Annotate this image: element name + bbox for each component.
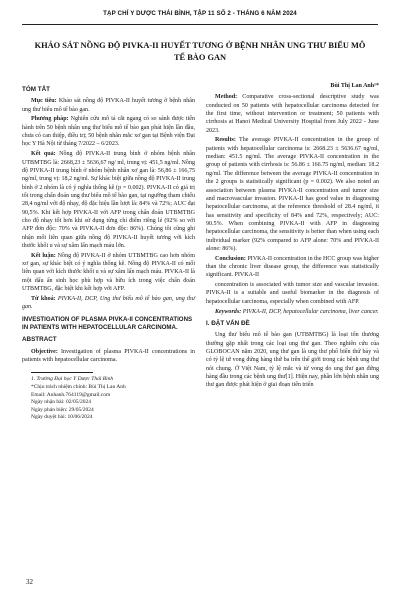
- en-conclusion-cont: concentration is associated with tumor size and vascular invasion. PIVKA-II is a suitable and useful biomarker in the diagnosis of hepatocellular carcinoma, especially when combined with AFP.: [206, 282, 379, 305]
- vn-objective: [22, 97, 195, 114]
- header-rule: [22, 24, 378, 25]
- vn-results: [22, 150, 195, 250]
- right-column: [206, 82, 379, 391]
- footnote-reviewed: Ngày phản biện: 29/05/2024: [31, 406, 94, 413]
- en-conclusion-label: Conclusion:: [215, 255, 246, 262]
- footnote-email: Email: Anhanh.764119@gmail.com: [31, 391, 111, 398]
- footnote-received: Ngày nhận bài: 02/05/2024: [31, 399, 92, 406]
- author: Bùi Thị Lan Anh¹*: [330, 83, 379, 89]
- en-keywords-label: Keywords:: [215, 308, 242, 315]
- footnotes: [22, 376, 195, 422]
- vn-abstract-heading: TÓM TẮT: [22, 86, 50, 93]
- en-results: [206, 136, 379, 253]
- en-method: [206, 93, 379, 135]
- vn-method-text: Nghiên cứu mô tả cắt ngang có so sánh được tiến hành trên 50 bệnh nhân ung thư biểu mô tế bào gan phát hiện lần đầu, chưa có can thiệp, điều trị; 50 bệnh nhân mắc xơ gan tại Bệnh viện Đại học Y Hà Nội từ tháng 7/2022 – 6/2023.: [22, 116, 195, 148]
- footnote-corresponding: *Chịu trách nhiệm chính: Bùi Thị Lan Anh: [31, 383, 126, 390]
- left-column: [22, 82, 195, 422]
- vn-method-label: Phương pháp:: [31, 116, 69, 123]
- vn-results-label: Kết quả:: [31, 151, 56, 158]
- vn-keywords: [22, 295, 195, 312]
- en-method-label: Method:: [215, 94, 238, 101]
- en-keywords: [206, 308, 379, 316]
- en-conclusion-text: PIVKA-II concentration in the HCC group was higher than the chronic liver disease group, the difference was statistically significant. PIVKA-II: [206, 255, 379, 279]
- en-results-text: The average PIVKA-II concentration in the group of patients with hepatocellular carcinoma is: 2668.23 ± 5636.67 ng/ml, median: 451.5 ng/ml. The average PIVKA-II concentration in the group of patients with cirrhosis is: 56.86 ± 166.75 ng/ml, median: 18.2 ng/ml. The difference between the average PIVKA-II concentration in the 2 groups is statistically significant (p = 0.002). We also noted an association between plasma PIVKA-II concentration and tumor size and macrovascular invasion. PIVKA-II has good value in diagnosing hepatocellular carcinoma, at the reference threshold of 28.4 ng/ml, it has sensitivity and specificity of 84% and 72%, respectively; AUC: 90.5%. When combining PIVKA-II with AFP in diagnosing hepatocellular carcinoma, the sensitivity is better than when using each individual marker (92% compared to AFP alone: 70% and PIVKA-II alone: 86%).: [206, 137, 379, 252]
- vn-keywords-text: PIVKA-II, DCP, Ung thư biểu mô tế bào gan, ung thư gan.: [22, 295, 195, 311]
- vn-method: [22, 115, 195, 148]
- vn-keywords-label: Từ khoá:: [31, 295, 56, 302]
- en-results-label: Results:: [215, 137, 236, 144]
- vn-conclusion-label: Kết luận:: [31, 252, 56, 259]
- footnote-affiliation: 1. Trường Đại học Y Dược Thái Bình: [31, 376, 114, 383]
- en-objective-text: Investigation of plasma PIVKA-II concentrations in patients with hepatocellular carcinoma.: [22, 348, 195, 363]
- en-conclusion: [206, 255, 379, 280]
- en-method-text: Comparative cross-sectional descriptive study was conducted on 50 patients with hepatocellular carcinoma detected for the first time, without intervention or treatment; 50 patients with cirrhosis at Hanoi Medical University Hospital from July 2022 - June 2023.: [206, 94, 379, 134]
- vn-objective-text: Khảo sát nồng độ PIVKA-II huyết tương ở bệnh nhân ung thư biểu mô tế bào gan.: [22, 98, 195, 113]
- vn-conclusion-text: Nồng độ PIVKA-II ở nhóm UTBMTBG cao hơn nhóm xơ gan, sự khác biệt có ý nghĩa thống kê. Nồng độ PIVKA-II có mối liên quan với kích thước khối u và sự xâm lấn mạch máu. PIVKA-II là một dấu ấn sinh học phù hợp và hữu ích trong việc chẩn đoán UTBMTBG, đặc biệt khi kết hợp với AFP.: [22, 252, 195, 293]
- intro-heading: I. ĐẶT VẤN ĐỀ: [206, 319, 250, 327]
- english-title: INVESTIGATION OF PLASMA PIVKA-II CONCENTRATIONS IN PATIENTS WITH HEPATOCELLULAR CARCINOMA.: [22, 315, 193, 331]
- journal-header: TẠP CHÍ Y DƯỢC THÁI BÌNH, TẬP 11 SỐ 2 - THÁNG 6 NĂM 2024: [103, 10, 297, 17]
- en-objective: [22, 348, 195, 365]
- en-keywords-text: PIVKA-II, DCP, hepatocellular carcinoma, liver cancer.: [241, 308, 379, 315]
- article-title: KHẢO SÁT NỒNG ĐỘ PIVKA-II HUYẾT TƯƠNG Ở BỆNH NHÂN UNG THƯ BIỂU MÔ TẾ BÀO GAN: [34, 41, 366, 62]
- en-abstract-heading: ABSTRACT: [22, 336, 57, 344]
- vn-objective-label: Mục tiêu:: [31, 98, 57, 105]
- en-objective-label: Objective:: [31, 348, 58, 355]
- page-number: 32: [26, 578, 33, 586]
- intro-text: Ung thư biểu mô tế bào gan (UTBMTBG) là loại tổn thương thường gặp nhất trong các loại ung thư gan. Theo nghiên cứu của GLOBOCAN năm 2020, ung thư gan là ung thư phổ biến thứ bảy và có tỷ lệ tử vong đứng hàng thứ ba trên thế giới trong các bệnh ung thư nói chung. Ở Việt Nam, tỷ lệ mắc và tử vong do ung thư gan đứng hàng đầu trong các bệnh ung thư[1]. Hiện nay, phần lớn bệnh nhân ung thư gan được phát hiện ở giai đoạn tiến triển: [206, 332, 379, 389]
- footnote-rule: [31, 372, 93, 373]
- footnote-accepted: Ngày duyệt bài: 10/06/2024: [31, 414, 93, 421]
- vn-conclusion: [22, 252, 195, 294]
- vn-results-text: Nồng độ PIVKA-II trung bình ở nhóm bệnh nhân UTBMTBG là: 2668,23 ± 5636,67 ng/ ml, trung vị: 451,5 ng/ml. Nồng độ PIVKA-II trung bình ở nhóm bệnh nhân xơ gan là: 56,86 ± 166,75 ng/ml, trung vị: 18,2 ng/ml. Sự khác biệt giữa nồng độ PIVKA-II trung bình ở 2 nhóm là có ý nghĩa thống kê (p = 0.002). PIVKA-II có giá trị tốt trong chẩn đoán ung thư biểu mô tế bào gan, tại ngưỡng tham chiếu 28,4 ng/ml với độ nhạy, độ đặc hiệu lần lượt là: 84% và 72%; AUC đạt 90,5%. Khi kết hợp PIVKA-II với AFP trong chẩn đoán UTBMTBG cho độ nhạy tốt hơn khi sử dụng từng chỉ điểm riêng lẻ (92% so với AFP đơn độc: 70% và PIVKA-II đơn độc: 86%). Chúng tôi cũng ghi nhận mối liên quan giữa nồng độ PIVKA-II huyết tương với kích thước khối u và sự xâm lấn mạch máu lớn.: [22, 151, 195, 249]
